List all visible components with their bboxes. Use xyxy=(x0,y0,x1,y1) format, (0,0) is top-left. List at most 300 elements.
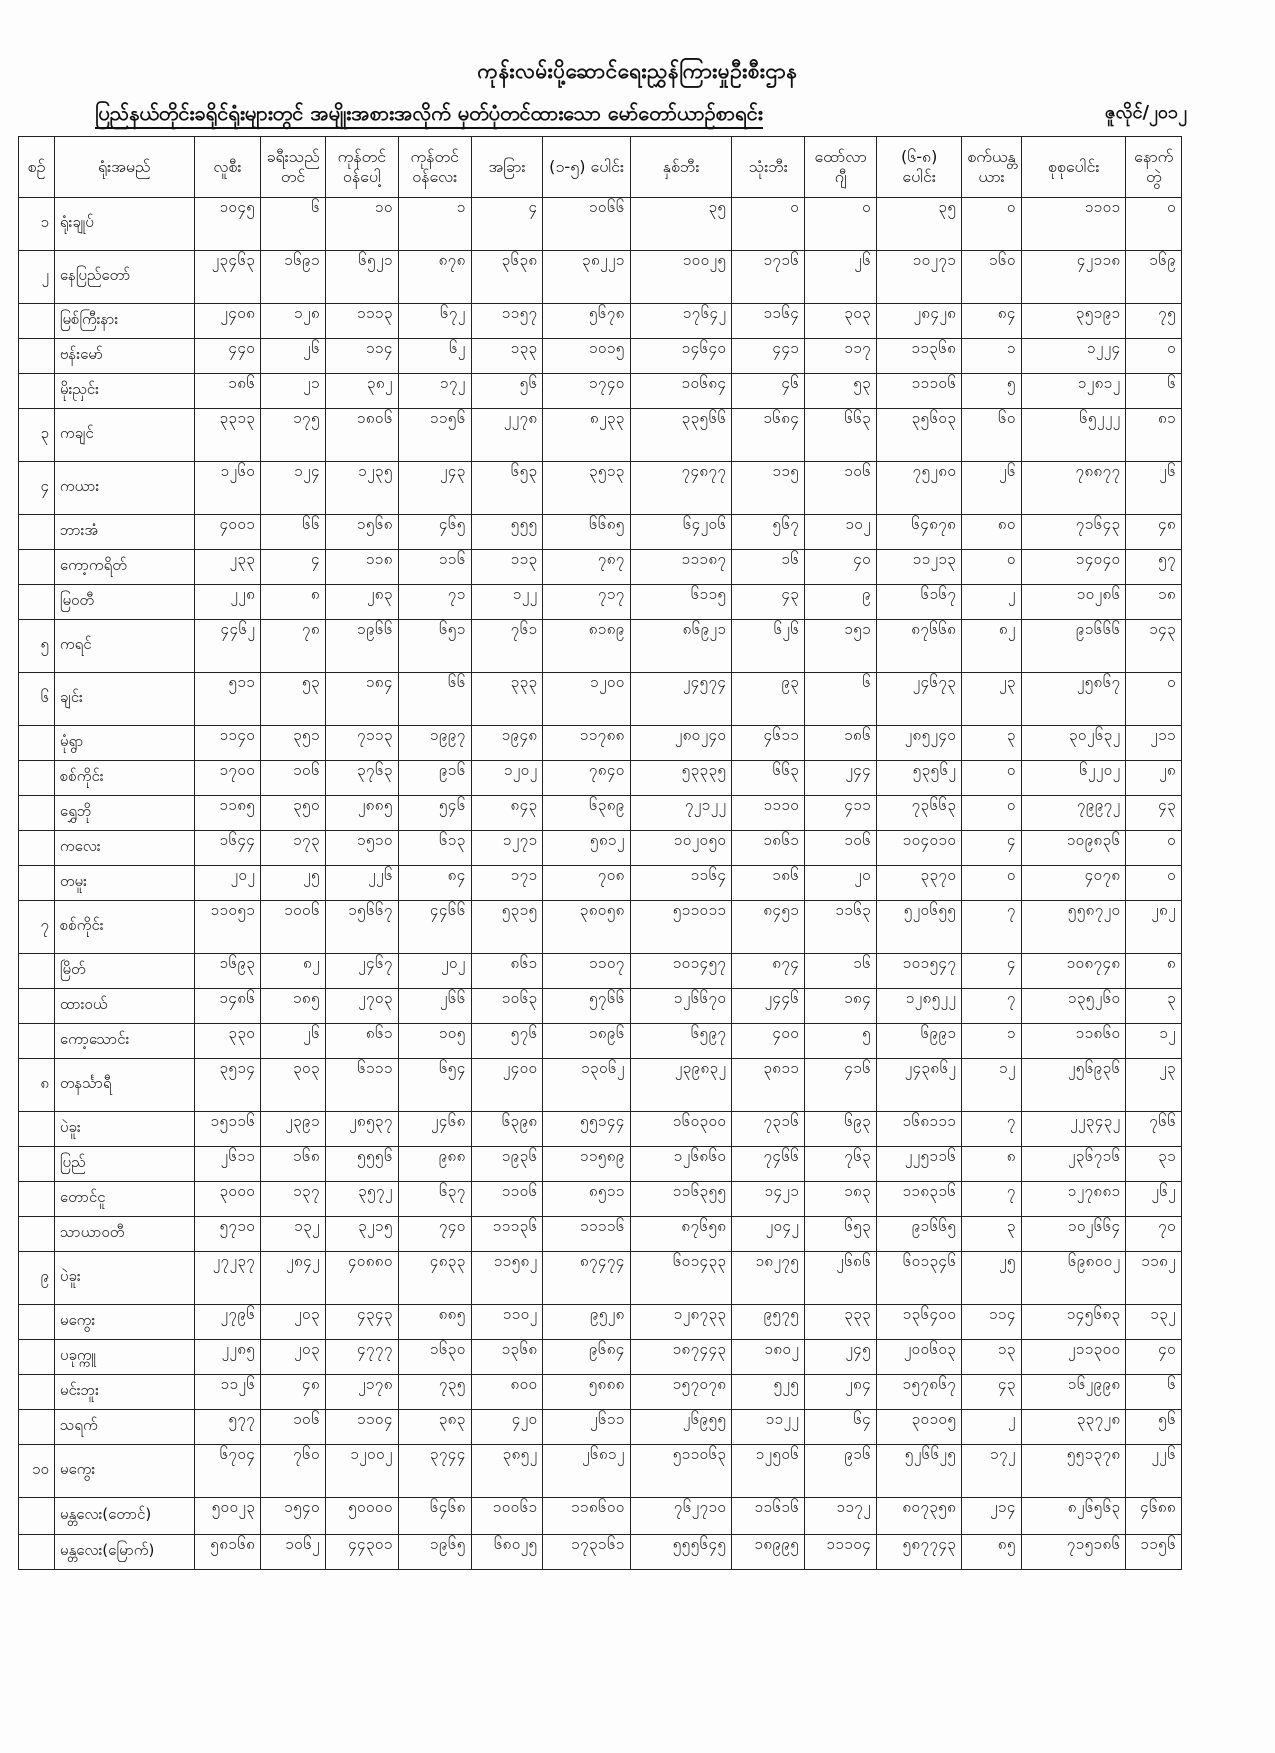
value-cell: ၁၅၁၁၆ xyxy=(194,1112,261,1147)
value-cell: ၄၄၁ xyxy=(732,339,805,374)
value-cell: ၅၆ xyxy=(471,374,543,409)
office-name-cell: ဘားအံ xyxy=(54,515,194,550)
table-row xyxy=(19,515,1182,550)
value-cell: ၇ xyxy=(962,1182,1022,1217)
value-cell: ၇၈၄၀ xyxy=(543,761,630,796)
row-number-cell xyxy=(19,866,55,901)
value-cell: ၅၅၅၆ xyxy=(325,1147,398,1182)
value-cell: ၁၁၀၄ xyxy=(325,1410,398,1445)
value-cell: ၇၃၆၆၃ xyxy=(877,796,962,831)
table-row xyxy=(19,989,1182,1024)
value-cell: ၂၄၃ xyxy=(398,462,471,515)
office-name-cell: တောင်ငူ xyxy=(54,1182,194,1217)
row-number-cell xyxy=(19,1498,55,1535)
value-cell: ၁၂၀၀ xyxy=(543,673,630,726)
value-cell: ၁၃၅၂၆၀ xyxy=(1021,989,1126,1024)
row-number-cell xyxy=(19,1217,55,1252)
value-cell: ၁၃၂ xyxy=(1126,1305,1182,1340)
office-name-cell: ပဲခူး xyxy=(54,1112,194,1147)
value-cell: ၂၂၆ xyxy=(325,866,398,901)
office-name-cell: ကရင် xyxy=(54,620,194,673)
value-cell: ၆၆ xyxy=(398,673,471,726)
value-cell: ၂၄၆၇၃ xyxy=(877,673,962,726)
value-cell: ၁၂၅၀၆ xyxy=(732,1445,805,1498)
column-header: (၆-၈) ပေါင်း xyxy=(877,137,962,198)
column-header: လူစီး xyxy=(194,137,261,198)
value-cell: ၅ xyxy=(805,1024,877,1059)
office-name-cell: မြိတ် xyxy=(54,954,194,989)
value-cell: ၃၇၄၄ xyxy=(398,1445,471,1498)
office-name-cell: ကလေး xyxy=(54,831,194,866)
office-name-cell: ပဲခူး xyxy=(54,1252,194,1305)
value-cell: ၂၆၁၁ xyxy=(543,1410,630,1445)
table-row xyxy=(19,462,1182,515)
value-cell: ၅၇၆ xyxy=(471,1024,543,1059)
value-cell: ၆၆ xyxy=(261,515,326,550)
value-cell: ၆၃၈၉ xyxy=(543,796,630,831)
value-cell: ၁၆၀ xyxy=(962,251,1022,304)
table-row xyxy=(19,304,1182,339)
value-cell: ၁၄၆၄၀ xyxy=(630,339,732,374)
value-cell: ၁၀၅ xyxy=(398,1024,471,1059)
value-cell: ၀ xyxy=(962,198,1022,251)
value-cell: ၁၄၀၄၀ xyxy=(1021,550,1126,585)
office-name-cell: မန္တလေး(တောင်) xyxy=(54,1498,194,1535)
value-cell: ၁၆ xyxy=(732,550,805,585)
value-cell: ၁၇၆၄၂ xyxy=(630,304,732,339)
row-number-cell: ၁ xyxy=(19,198,55,251)
value-cell: ၈၅၁၁ xyxy=(543,1182,630,1217)
document-title: ကုန်းလမ်းပို့ဆောင်ရေးညွှန်ကြားမှုဦးစီးဌာန xyxy=(477,59,798,83)
value-cell: ၆၆၃ xyxy=(805,409,877,462)
value-cell: ၁၈၇၄၄၃ xyxy=(630,1340,732,1375)
value-cell: ၁၀၆၂ xyxy=(261,1535,326,1570)
value-cell: ၆၅၃ xyxy=(805,1217,877,1252)
value-cell: ၆၅၂၂၂ xyxy=(1021,409,1126,462)
column-header: ကုန်တင်ဝန်လေး xyxy=(398,137,471,198)
value-cell: ၁၂၈၇၃၃ xyxy=(630,1305,732,1340)
row-number-cell xyxy=(19,1112,55,1147)
value-cell: ၂၀ xyxy=(805,866,877,901)
value-cell: ၂၆ xyxy=(261,339,326,374)
value-cell: ၂၅၈၆၇ xyxy=(1021,673,1126,726)
value-cell: ၁၈၂၇၅ xyxy=(732,1252,805,1305)
table-row xyxy=(19,1059,1182,1112)
value-cell: ၁၉၃၆ xyxy=(471,1147,543,1182)
value-cell: ၇၆၆ xyxy=(1126,1112,1182,1147)
value-cell: ၈၄၅၁ xyxy=(732,901,805,954)
value-cell: ၁၁၃ xyxy=(471,550,543,585)
value-cell: ၁၁၄၀ xyxy=(194,726,261,761)
value-cell: ၈၆၁ xyxy=(471,954,543,989)
value-cell: ၂၈၄ xyxy=(805,1375,877,1410)
value-cell: ၂၁၁၃၀၀ xyxy=(1021,1340,1126,1375)
value-cell: ၆၆၃ xyxy=(732,761,805,796)
value-cell: ၂၄၆၇ xyxy=(325,954,398,989)
value-cell: ၁၁၈၅ xyxy=(194,796,261,831)
value-cell: ၇ xyxy=(962,1112,1022,1147)
value-cell: ၄၁၁ xyxy=(805,796,877,831)
value-cell: ၂၂၃၄၃၂ xyxy=(1021,1112,1126,1147)
value-cell: ၁၈၉၉၅ xyxy=(732,1535,805,1570)
office-name-cell: မကွေး xyxy=(54,1445,194,1498)
value-cell: ၁၀ xyxy=(325,198,398,251)
value-cell: ၁၇၀၀ xyxy=(194,761,261,796)
value-cell: ၅၆၇၈ xyxy=(543,304,630,339)
value-cell: ၆ xyxy=(261,198,326,251)
value-cell: ၁၅၇၀၇၈ xyxy=(630,1375,732,1410)
value-cell: ၆၀၁၄၃၃ xyxy=(630,1252,732,1305)
value-cell: ၅၅၅၆၄၅ xyxy=(630,1535,732,1570)
value-cell: ၁၇၃၁၆၁ xyxy=(543,1535,630,1570)
value-cell: ၃၀၀၀ xyxy=(194,1182,261,1217)
value-cell: ၈၄ xyxy=(398,866,471,901)
value-cell: ၂ xyxy=(962,1410,1022,1445)
value-cell: ၄၀၈၈၀ xyxy=(325,1252,398,1305)
row-number-cell xyxy=(19,761,55,796)
value-cell: ၂၈၅၂၄၀ xyxy=(877,726,962,761)
value-cell: ၅၅၈၇၂၀ xyxy=(1021,901,1126,954)
table-row xyxy=(19,1252,1182,1305)
value-cell: ၃၅၀ xyxy=(261,796,326,831)
value-cell: ၁၄၅၆၈၃ xyxy=(1021,1305,1126,1340)
value-cell: ၄၆ xyxy=(732,374,805,409)
value-cell: ၂၂၆ xyxy=(1126,1445,1182,1498)
value-cell: ၆၄၆၈ xyxy=(398,1498,471,1535)
value-cell: ၁၆ xyxy=(805,954,877,989)
value-cell: ၁၁၂၁၃ xyxy=(877,550,962,585)
value-cell: ၇၃၅ xyxy=(398,1375,471,1410)
value-cell: ၁၇၅ xyxy=(261,409,326,462)
value-cell: ၁၀၆ xyxy=(261,1410,326,1445)
office-name-cell: မြဝတီ xyxy=(54,585,194,620)
value-cell: ၈၆၉၂၁ xyxy=(630,620,732,673)
value-cell: ၂၂၇၈ xyxy=(471,409,543,462)
value-cell: ၁၉၆၅ xyxy=(398,1535,471,1570)
table-row xyxy=(19,1498,1182,1535)
value-cell: ၁၀၁၅ xyxy=(543,339,630,374)
value-cell: ၆၁၆၇ xyxy=(877,585,962,620)
value-cell: ၁၆၂၉၉၈ xyxy=(1021,1375,1126,1410)
value-cell: ၀ xyxy=(962,796,1022,831)
value-cell: ၆၀ xyxy=(962,409,1022,462)
value-cell: ၂၃၆၇၁၆ xyxy=(1021,1147,1126,1182)
value-cell: ၈၅ xyxy=(962,1535,1022,1570)
value-cell: ၇၆၁ xyxy=(471,620,543,673)
value-cell: ၈ xyxy=(1126,954,1182,989)
value-cell: ၂၇၀၃ xyxy=(325,989,398,1024)
value-cell: ၈၈၅ xyxy=(398,1305,471,1340)
value-cell: ၁၂၈၁၂ xyxy=(1021,374,1126,409)
row-number-cell xyxy=(19,831,55,866)
value-cell: ၃၅ xyxy=(877,198,962,251)
value-cell: ၃ xyxy=(962,1217,1022,1252)
value-cell: ၅၂၆၆၂၅ xyxy=(877,1445,962,1498)
value-cell: ၄၄၆၂ xyxy=(194,620,261,673)
value-cell: ၁၁၅၆ xyxy=(398,409,471,462)
office-name-cell: ချင်း xyxy=(54,673,194,726)
value-cell: ၈၀၇၃၅၈ xyxy=(877,1498,962,1535)
value-cell: ၆၉၃ xyxy=(805,1112,877,1147)
value-cell: ၁၈၀၆ xyxy=(325,409,398,462)
table-row xyxy=(19,866,1182,901)
value-cell: ၁၃၃ xyxy=(471,339,543,374)
value-cell: ၆၄၂၀၆ xyxy=(630,515,732,550)
table-row xyxy=(19,1305,1182,1340)
column-header: နောက်တွဲ xyxy=(1126,137,1182,198)
value-cell: ၃၃၃ xyxy=(471,673,543,726)
value-cell: ၁၁၈ xyxy=(325,550,398,585)
row-number-cell xyxy=(19,1410,55,1445)
value-cell: ၁၉၉၇ xyxy=(398,726,471,761)
value-cell: ၁၆၈၁၁၁ xyxy=(877,1112,962,1147)
value-cell: ၂၈၃ xyxy=(325,585,398,620)
value-cell: ၁ xyxy=(398,198,471,251)
value-cell: ၄၂၁၁၈ xyxy=(1021,251,1126,304)
value-cell: ၃၀၂၆၃၂ xyxy=(1021,726,1126,761)
value-cell: ၁၆၉ xyxy=(1126,251,1182,304)
value-cell: ၄၃၄၃ xyxy=(325,1305,398,1340)
table-row xyxy=(19,550,1182,585)
value-cell: ၁၆၀၃၀၀ xyxy=(630,1112,732,1147)
value-cell: ၁၀၆ xyxy=(805,462,877,515)
value-cell: ၂၈၈၅ xyxy=(325,796,398,831)
row-number-cell xyxy=(19,1147,55,1182)
value-cell: ၃၀၃ xyxy=(261,1059,326,1112)
table-row xyxy=(19,251,1182,304)
value-cell: ၀ xyxy=(1126,198,1182,251)
column-header: စဉ် xyxy=(19,137,55,198)
value-cell: ၁၄၂၁ xyxy=(732,1182,805,1217)
value-cell: ၆၀၁၃၄၆ xyxy=(877,1252,962,1305)
value-cell: ၂၄၄၆ xyxy=(732,989,805,1024)
office-name-cell: သရက် xyxy=(54,1410,194,1445)
value-cell: ၈၂ xyxy=(261,954,326,989)
value-cell: ၆၆၈၅ xyxy=(543,515,630,550)
table-row xyxy=(19,796,1182,831)
value-cell: ၈၀ xyxy=(962,515,1022,550)
row-number-cell: ၉ xyxy=(19,1252,55,1305)
value-cell: ၇၆၀ xyxy=(261,1445,326,1498)
column-header: ရုံးအမည် xyxy=(54,137,194,198)
value-cell: ၁၁၆၄ xyxy=(630,866,732,901)
value-cell: ၅၇၇ xyxy=(194,1410,261,1445)
document-date: ဇူလိုင်/၂၀၁၂ xyxy=(1104,102,1187,123)
value-cell: ၁၉၄၈ xyxy=(471,726,543,761)
value-cell: ၁၅၆၈ xyxy=(325,515,398,550)
value-cell: ၆၈၀၂၅ xyxy=(471,1535,543,1570)
value-cell: ၅၀၀၀၀ xyxy=(325,1498,398,1535)
value-cell: ၇၄၀ xyxy=(398,1217,471,1252)
value-cell: ၂၃၉၈၃၂ xyxy=(630,1059,732,1112)
value-cell: ၇၅ xyxy=(1126,304,1182,339)
value-cell: ၁၁၇၂ xyxy=(805,1498,877,1535)
value-cell: ၈၇၆၅၈ xyxy=(630,1217,732,1252)
value-cell: ၅၃ xyxy=(261,673,326,726)
value-cell: ၉၈၈ xyxy=(398,1147,471,1182)
value-cell: ၅၇ xyxy=(1126,550,1182,585)
value-cell: ၅၃ xyxy=(805,374,877,409)
value-cell: ၂၄၀၈ xyxy=(194,304,261,339)
value-cell: ၁၁၆ xyxy=(398,550,471,585)
value-cell: ၁၀၆၆ xyxy=(543,198,630,251)
value-cell: ၅၁၁ xyxy=(194,673,261,726)
office-name-cell: ကော့သောင်း xyxy=(54,1024,194,1059)
value-cell: ၁၀၆၈၄ xyxy=(630,374,732,409)
value-cell: ၇၀၈ xyxy=(543,866,630,901)
column-header: အခြား xyxy=(471,137,543,198)
column-header: သုံးဘီး xyxy=(732,137,805,198)
value-cell: ၁၁၈၆၀၀ xyxy=(543,1498,630,1535)
value-cell: ၆၁၁၁ xyxy=(325,1059,398,1112)
value-cell: ၁၂၇၁ xyxy=(471,831,543,866)
table-row xyxy=(19,198,1182,251)
value-cell: ၅၅၅ xyxy=(471,515,543,550)
value-cell: ၀ xyxy=(962,866,1022,901)
value-cell: ၁၀၄၅ xyxy=(194,198,261,251)
value-cell: ၁၇၁၆ xyxy=(732,251,805,304)
value-cell: ၁၂၈၅၂၂ xyxy=(877,989,962,1024)
value-cell: ၂ xyxy=(962,585,1022,620)
value-cell: ၆၅၂၁ xyxy=(325,251,398,304)
value-cell: ၄၆၁၁ xyxy=(732,726,805,761)
value-cell: ၃၅၆၀၃ xyxy=(877,409,962,462)
value-cell: ၄၄၆၆ xyxy=(398,901,471,954)
value-cell: ၃၈၃ xyxy=(398,1410,471,1445)
value-cell: ၁၁၂၂ xyxy=(732,1410,805,1445)
value-cell: ၃၈၀၅၈ xyxy=(543,901,630,954)
value-cell: ၂၆၂ xyxy=(1126,1182,1182,1217)
value-cell: ၁၃ xyxy=(962,1340,1022,1375)
value-cell: ၃၈၁၁ xyxy=(732,1059,805,1112)
office-name-cell: တနင်္သာရီ xyxy=(54,1059,194,1112)
value-cell: ၂၈ xyxy=(1126,761,1182,796)
value-cell: ၁၆၉၁ xyxy=(261,251,326,304)
value-cell: ၄ xyxy=(962,954,1022,989)
row-number-cell xyxy=(19,304,55,339)
value-cell: ၅၄၆ xyxy=(398,796,471,831)
value-cell: ၁၁၀၇ xyxy=(543,954,630,989)
value-cell: ၃၅၇၂ xyxy=(325,1182,398,1217)
value-cell: ၂၁ xyxy=(261,374,326,409)
value-cell: ၆၅၄ xyxy=(398,1059,471,1112)
value-cell: ၂၂၈၅ xyxy=(194,1340,261,1375)
document-subtitle xyxy=(95,100,915,130)
value-cell: ၂၆၈၆ xyxy=(805,1252,877,1305)
value-cell: ၁၆၈ xyxy=(261,1147,326,1182)
value-cell: ၁၀၀၆ xyxy=(261,901,326,954)
value-cell: ၁၁၅ xyxy=(732,462,805,515)
value-cell: ၁၀၆၃ xyxy=(471,989,543,1024)
value-cell: ၁၅၆၆၇ xyxy=(325,901,398,954)
value-cell: ၂၀၀၆၀၃ xyxy=(877,1340,962,1375)
value-cell: ၄၈ xyxy=(1126,515,1182,550)
value-cell: ၇၁၆၄၃ xyxy=(1021,515,1126,550)
value-cell: ၂၈၀၂၄၀ xyxy=(630,726,732,761)
row-number-cell xyxy=(19,374,55,409)
row-number-cell: ၄ xyxy=(19,462,55,515)
value-cell: ၆၉၉၁ xyxy=(877,1024,962,1059)
value-cell: ၅၅၁၃၇၈ xyxy=(1021,1445,1126,1498)
value-cell: ၇၄၈၇၇ xyxy=(630,462,732,515)
value-cell: ၁၁၈၂ xyxy=(1126,1252,1182,1305)
value-cell: ၀ xyxy=(962,761,1022,796)
value-cell: ၇၈၇ xyxy=(543,550,630,585)
value-cell: ၇၃၁၆ xyxy=(732,1112,805,1147)
value-cell: ၅၂၀၆၅၅ xyxy=(877,901,962,954)
value-cell: ၆၇၂ xyxy=(398,304,471,339)
value-cell: ၀ xyxy=(1126,831,1182,866)
value-cell: ၁၂၃၅ xyxy=(325,462,398,515)
value-cell: ၃၈၂၂၁ xyxy=(543,251,630,304)
value-cell: ၉၁၆ xyxy=(805,1445,877,1498)
value-cell: ၁၅၇၈၆၇ xyxy=(877,1375,962,1410)
value-cell: ၇ xyxy=(962,989,1022,1024)
value-cell: ၆၁၃ xyxy=(398,831,471,866)
row-number-cell xyxy=(19,585,55,620)
value-cell: ၁၁၇၈၈ xyxy=(543,726,630,761)
value-cell: ၂၀၃ xyxy=(261,1340,326,1375)
value-cell: ၉၅၂၈ xyxy=(543,1305,630,1340)
table-row xyxy=(19,339,1182,374)
table-row xyxy=(19,1217,1182,1252)
value-cell: ၁၈၆၁ xyxy=(732,831,805,866)
office-name-cell: နေပြည်တော် xyxy=(54,251,194,304)
value-cell: ၁၁၀၅၁ xyxy=(194,901,261,954)
value-cell: ၁၅၄၀ xyxy=(261,1498,326,1535)
column-header: နှစ်ဘီး xyxy=(630,137,732,198)
value-cell: ၁၆၃၀ xyxy=(398,1340,471,1375)
value-cell: ၁၁၆၁၆ xyxy=(732,1498,805,1535)
table-row xyxy=(19,954,1182,989)
value-cell: ၇၆၂၇၁၀ xyxy=(630,1498,732,1535)
value-cell: ၃၅၁၉၁ xyxy=(1021,304,1126,339)
value-cell: ၁၂ xyxy=(962,1059,1022,1112)
value-cell: ၇၁၅၁၈၆ xyxy=(1021,1535,1126,1570)
value-cell: ၆၂ xyxy=(398,339,471,374)
value-cell: ၁၀၂၈၆ xyxy=(1021,585,1126,620)
value-cell: ၁၁၁၃ xyxy=(325,304,398,339)
value-cell: ၂၈၅၃၇ xyxy=(325,1112,398,1147)
value-cell: ၇၁၇ xyxy=(543,585,630,620)
value-cell: ၁၂၄ xyxy=(261,462,326,515)
value-cell: ၇၈ xyxy=(261,620,326,673)
row-number-cell xyxy=(19,1182,55,1217)
value-cell: ၇၂၁၂၂ xyxy=(630,796,732,831)
value-cell: ၁၀၀၂၅ xyxy=(630,251,732,304)
value-cell: ၈ xyxy=(962,1147,1022,1182)
value-cell: ၉၁၆ xyxy=(398,761,471,796)
value-cell: ၃၅၁၄ xyxy=(194,1059,261,1112)
value-cell: ၆၅၁ xyxy=(398,620,471,673)
value-cell: ၂၄၆၈ xyxy=(398,1112,471,1147)
value-cell: ၁၀၆ xyxy=(261,761,326,796)
value-cell: ၈၁၈၉ xyxy=(543,620,630,673)
office-name-cell: ရွှေဘို xyxy=(54,796,194,831)
office-name-cell: ရုံးချုပ် xyxy=(54,198,194,251)
value-cell: ၆၄ xyxy=(805,1410,877,1445)
value-cell: ၅၃၃၃၅ xyxy=(630,761,732,796)
value-cell: ၄၃ xyxy=(732,585,805,620)
value-cell: ၄၆၈၈ xyxy=(1126,1498,1182,1535)
value-cell: ၁၁၁၁၆ xyxy=(543,1217,630,1252)
row-number-cell: ၂ xyxy=(19,251,55,304)
value-cell: ၄၂၀ xyxy=(471,1410,543,1445)
value-cell: ၁၁၄ xyxy=(325,339,398,374)
value-cell: ၂၇၂၃၇ xyxy=(194,1252,261,1305)
value-cell: ၅၃၁၅ xyxy=(471,901,543,954)
row-number-cell: ၆ xyxy=(19,673,55,726)
